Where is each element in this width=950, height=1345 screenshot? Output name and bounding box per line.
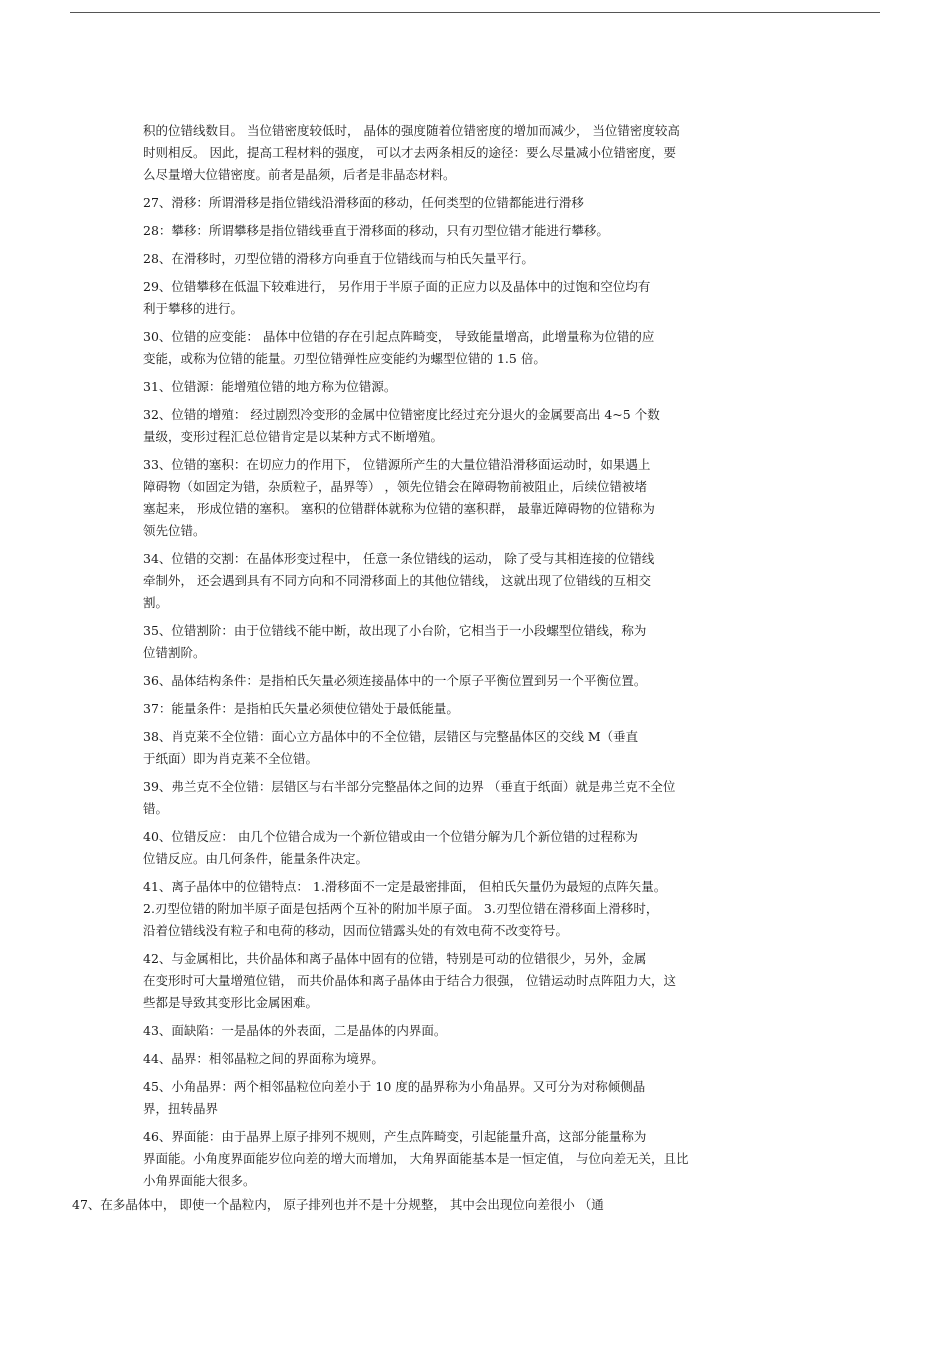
paragraph <box>143 876 823 942</box>
text-line: 些都是导致其变形比金属困难。 <box>143 995 319 1010</box>
text-line: 位错割阶。 <box>143 645 206 660</box>
text-line: 2.刃型位错的附加半原子面是包括两个互补的附加半原子面。 3.刃型位错在滑移面上滑移时， <box>143 901 659 916</box>
text-line: 38、肖克莱不全位错：面心立方晶体中的不全位错，层错区与完整晶体区的交线 M（垂直 <box>143 729 639 744</box>
text-line: 在变形时可大量增殖位错， 而共价晶体和离子晶体由于结合力很强， 位错运动时点阵阻力大，这 <box>143 973 676 988</box>
paragraph <box>143 698 823 720</box>
paragraph <box>143 248 823 270</box>
text-line: 37：能量条件：是指柏氏矢量必须使位错处于最低能量。 <box>143 701 459 716</box>
paragraph-47-line: 47、在多晶体中， 即使一个晶粒内， 原子排列也并不是十分规整， 其中会出现位向差很小 （通 <box>72 1197 604 1212</box>
document-body <box>143 120 823 1198</box>
paragraph <box>143 276 823 320</box>
paragraph <box>143 192 823 214</box>
text-line: 小角界面能大很多。 <box>143 1173 256 1188</box>
paragraph <box>143 948 823 1014</box>
text-line: 牵制外， 还会遇到具有不同方向和不同滑移面上的其他位错线， 这就出现了位错线的互相交 <box>143 573 651 588</box>
paragraph <box>143 326 823 370</box>
paragraph <box>143 1020 823 1042</box>
text-line: 变能，或称为位错的能量。刃型位错弹性应变能约为螺型位错的 1.5 倍。 <box>143 351 546 366</box>
text-line: 33、位错的塞积：在切应力的作用下， 位错源所产生的大量位错沿滑移面运动时，如果遇上 <box>143 457 651 472</box>
paragraph <box>143 826 823 870</box>
text-line: 46、界面能：由于晶界上原子排列不规则，产生点阵畸变，引起能量升高，这部分能量称为 <box>143 1129 647 1144</box>
text-line: 28、在滑移时，刃型位错的滑移方向垂直于位错线而与柏氏矢量平行。 <box>143 251 534 266</box>
paragraph <box>143 776 823 820</box>
paragraph <box>143 454 823 542</box>
paragraph <box>143 620 823 664</box>
text-line: 39、弗兰克不全位错：层错区与右半部分完整晶体之间的边界 （垂直于纸面）就是弗兰克不全位 <box>143 779 676 794</box>
text-line: 32、位错的增殖： 经过剧烈冷变形的金属中位错密度比经过充分退火的金属要高出 4~5 个数 <box>143 407 660 422</box>
text-line: 割。 <box>143 595 169 610</box>
text-line: 么尽量增大位错密度。前者是晶须，后者是非晶态材料。 <box>143 167 456 182</box>
text-line: 43、面缺陷：一是晶体的外表面，二是晶体的内界面。 <box>143 1023 447 1038</box>
text-line: 领先位错。 <box>143 523 206 538</box>
text-line: 界，扭转晶界 <box>143 1101 219 1116</box>
text-line: 31、位错源：能增殖位错的地方称为位错源。 <box>143 379 397 394</box>
text-line: 时则相反。 因此，提高工程材料的强度， 可以才去两条相反的途径：要么尽量减小位错密度，要 <box>143 145 676 160</box>
text-line: 积的位错线数目。 当位错密度较低时， 晶体的强度随着位错密度的增加而减少， 当位错密度较高 <box>143 123 680 138</box>
paragraph <box>143 404 823 448</box>
text-line: 34、位错的交割：在晶体形变过程中， 任意一条位错线的运动， 除了受与其相连接的位错线 <box>143 551 655 566</box>
text-line: 40、位错反应： 由几个位错合成为一个新位错或由一个位错分解为几个新位错的过程称为 <box>143 829 638 844</box>
paragraph <box>143 1076 823 1120</box>
text-line: 35、位错割阶：由于位错线不能中断，故出现了小台阶，它相当于一小段螺型位错线，称为 <box>143 623 647 638</box>
paragraph <box>143 220 823 242</box>
text-line: 27、滑移：所谓滑移是指位错线沿滑移面的移动，任何类型的位错都能进行滑移 <box>143 195 584 210</box>
text-line: 30、位错的应变能： 晶体中位错的存在引起点阵畸变， 导致能量增高，此增量称为位错的应 <box>143 329 655 344</box>
text-line: 位错反应。由几何条件，能量条件决定。 <box>143 851 369 866</box>
paragraph <box>143 376 823 398</box>
header-rule <box>70 12 880 13</box>
paragraph <box>143 548 823 614</box>
text-line: 利于攀移的进行。 <box>143 301 244 316</box>
text-line: 于纸面）即为肖克莱不全位错。 <box>143 751 319 766</box>
text-line: 界面能。小角度界面能岁位向差的增大而增加， 大角界面能基本是一恒定值， 与位向差无关，且比 <box>143 1151 689 1166</box>
text-line: 36、晶体结构条件：是指柏氏矢量必须连接晶体中的一个原子平衡位置到另一个平衡位置。 <box>143 673 647 688</box>
paragraph <box>143 1126 823 1192</box>
text-line: 错。 <box>143 801 169 816</box>
text-line: 量级，变形过程汇总位错肯定是以某种方式不断增殖。 <box>143 429 444 444</box>
paragraph <box>143 120 823 186</box>
text-line: 障碍物（如固定为错，杂质粒子，晶界等） ，领先位错会在障碍物前被阻止，后续位错被堵 <box>143 479 647 494</box>
text-line: 塞起来， 形成位错的塞积。 塞积的位错群体就称为位错的塞积群， 最靠近障碍物的位错称为 <box>143 501 655 516</box>
text-line: 29、位错攀移在低温下较难进行， 另作用于半原子面的正应力以及晶体中的过饱和空位均有 <box>143 279 651 294</box>
text-line: 41、离子晶体中的位错特点： 1.滑移面不一定是最密排面， 但柏氏矢量仍为最短的点阵矢量。 <box>143 879 667 894</box>
paragraph <box>143 1048 823 1070</box>
text-line: 28：攀移：所谓攀移是指位错线垂直于滑移面的移动，只有刃型位错才能进行攀移。 <box>143 223 609 238</box>
text-line: 沿着位错线没有粒子和电荷的移动，因而位错露头处的有效电荷不改变符号。 <box>143 923 569 938</box>
paragraph <box>143 670 823 692</box>
text-line: 44、晶界：相邻晶粒之间的界面称为境界。 <box>143 1051 384 1066</box>
text-line: 45、小角晶界：两个相邻晶粒位向差小于 10 度的晶界称为小角晶界。又可分为对称倾侧晶 <box>143 1079 646 1094</box>
paragraph <box>143 726 823 770</box>
text-line: 42、与金属相比，共价晶体和离子晶体中固有的位错，特别是可动的位错很少，另外，金属 <box>143 951 647 966</box>
